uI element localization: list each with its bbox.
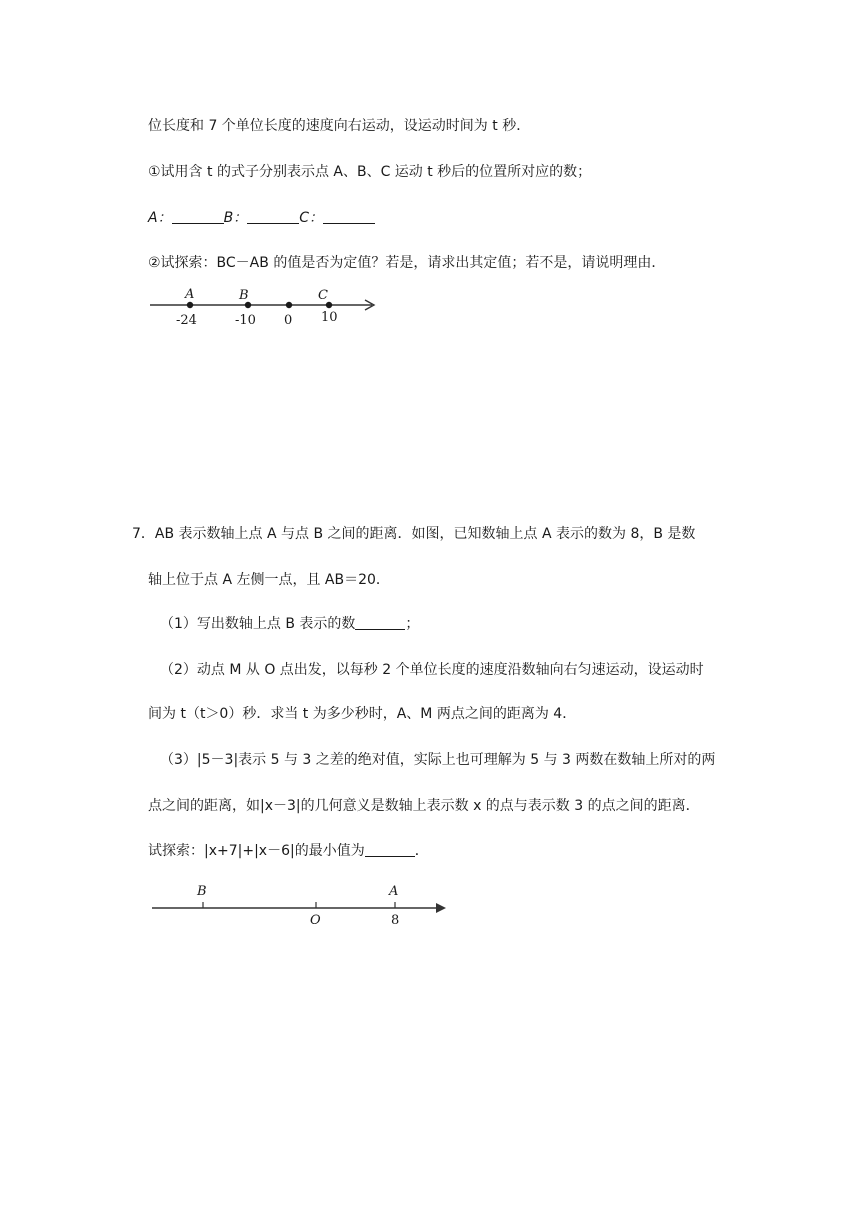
tick-label-0: 0 [284,313,293,328]
q7-part3-text: 试探索：|x+7|+|x－6|的最小值为 [148,843,365,859]
tick-label-8: 8 [391,913,400,928]
label-b: B： [223,210,248,226]
tick-label-o: O [310,913,321,928]
number-line-figure-1 [150,287,374,328]
p6-line-4: ②试探索：BC－AB 的值是否为定值？若是，请求出其定值；若不是，请说明理由． [148,255,666,271]
label-point-a-2: A [389,884,399,899]
axis-arrow-2 [436,903,446,913]
point-origin [286,302,292,308]
p6-line-2: ①试用含 t 的式子分别表示点 A、B、C 运动 t 秒后的位置所对应的数； [148,164,592,180]
tick-label-neg24: -24 [176,313,197,328]
label-c: C： [299,210,323,226]
q7-line-2: 轴上位于点 A 左侧一点，且 AB＝20． [148,572,390,588]
point-a [187,302,193,308]
label-point-c: C [318,288,328,303]
q7-part1-end: ； [405,616,420,632]
label-point-a: A [185,287,195,302]
q7-line-7: 点之间的距离，如|x－3|的几何意义是数轴上表示数 x 的点与表示数 3 的点之间的距离． [148,798,700,814]
tick-label-10: 10 [321,310,338,325]
q7-line-6: （3）|5－3|表示 5 与 3 之差的绝对值，实际上也可理解为 5 与 3 两数在数轴上所对的两 [160,752,716,768]
label-point-b: B [239,288,249,303]
q7-line-5: 间为 t（t＞0）秒．求当 t 为多少秒时，A、M 两点之间的距离为 4． [148,706,577,722]
q7-line-4: （2）动点 M 从 O 点出发，以每秒 2 个单位长度的速度沿数轴向右匀速运动，设运动时 [160,662,704,678]
number-line-figure-2 [152,884,446,928]
p6-line-1: 位长度和 7 个单位长度的速度向右运动，设运动时间为 t 秒． [148,118,531,134]
q7-part3-end: ． [414,843,429,859]
label-a: A： [148,210,172,226]
q7-line-1: 7．AB 表示数轴上点 A 与点 B 之间的距离．如图，已知数轴上点 A 表示的数为 8，B 是数 [132,526,696,542]
label-point-b-2: B [197,884,207,899]
tick-label-neg10: -10 [235,313,256,328]
q7-part1-text: （1）写出数轴上点 B 表示的数 [160,616,356,632]
